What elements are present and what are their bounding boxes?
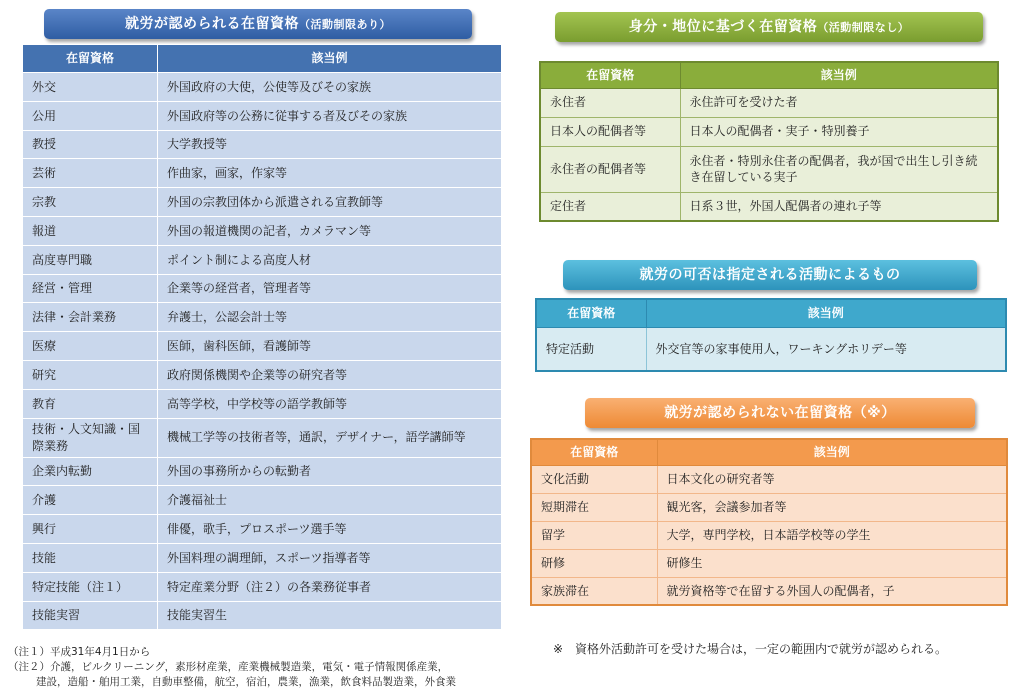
table-header-row [536, 299, 1006, 327]
status-cell: 研修 [531, 549, 657, 577]
non-working-status-table [530, 438, 1008, 606]
green-banner-title: 身分・地位に基づく在留資格 [628, 19, 818, 35]
table-row [23, 389, 502, 418]
example-cell: 外国政府等の公務に従事する者及びその家族 [158, 101, 502, 130]
example-cell: 技能実習生 [158, 601, 502, 630]
table-row [540, 146, 998, 192]
table-row [531, 577, 1007, 605]
example-cell: 作曲家，画家，作家等 [158, 159, 502, 188]
designated-activity-table [535, 298, 1007, 372]
example-cell: 外国の事務所からの転勤者 [158, 457, 502, 486]
example-cell: 永住者・特別永住者の配偶者，我が国で出生し引き続き在留している実子 [680, 146, 998, 192]
green-banner-note: （活動制限なし） [817, 21, 910, 34]
status-cell: 技能実習 [23, 601, 158, 630]
table-row [23, 418, 502, 457]
example-cell: 就労資格等で在留する外国人の配偶者，子 [657, 577, 1007, 605]
example-cell: 研修生 [657, 549, 1007, 577]
status-cell: 永住者の配偶者等 [540, 146, 680, 192]
header-status: 在留資格 [531, 439, 657, 465]
table-row [23, 601, 502, 630]
table-row [540, 192, 998, 221]
header-example: 該当例 [158, 45, 502, 73]
example-cell: 外国の報道機関の記者，カメラマン等 [158, 216, 502, 245]
table-row [536, 327, 1006, 371]
status-based-table [539, 61, 999, 222]
working-status-table [22, 44, 502, 630]
table-header-row [531, 439, 1007, 465]
table-row [23, 216, 502, 245]
header-example: 該当例 [680, 62, 998, 88]
example-cell: 日系３世，外国人配偶者の連れ子等 [680, 192, 998, 221]
left-banner-note: （活動制限あり） [299, 18, 391, 31]
orange-banner [585, 398, 975, 428]
table-row [23, 572, 502, 601]
table-row [540, 88, 998, 117]
status-cell: 教育 [23, 389, 158, 418]
status-cell: 外交 [23, 73, 158, 102]
status-cell: 経営・管理 [23, 274, 158, 303]
status-cell: 企業内転勤 [23, 457, 158, 486]
example-cell: 外国料理の調理師，スポーツ指導者等 [158, 543, 502, 572]
table-row [23, 274, 502, 303]
footnote: ※ 資格外活動許可を受けた場合は，一定の範囲内で就労が認められる。 [553, 642, 948, 656]
table-row [23, 486, 502, 515]
note-1: （注１）平成31年4月1日から [8, 646, 151, 658]
status-cell: 短期滞在 [531, 493, 657, 521]
example-cell: 政府関係機関や企業等の研究者等 [158, 360, 502, 389]
status-cell: 芸術 [23, 159, 158, 188]
header-status: 在留資格 [540, 62, 680, 88]
example-cell: 外国の宗教団体から派遣される宣教師等 [158, 188, 502, 217]
header-status: 在留資格 [23, 45, 158, 73]
table-row [531, 493, 1007, 521]
status-cell: 技能 [23, 543, 158, 572]
table-header-row [540, 62, 998, 88]
table-row [23, 130, 502, 159]
status-cell: 特定活動 [536, 327, 646, 371]
status-cell: 教授 [23, 130, 158, 159]
example-cell: 観光客，会議参加者等 [657, 493, 1007, 521]
table-row [23, 303, 502, 332]
status-cell: 公用 [23, 101, 158, 130]
status-cell: 技術・人文知識・国際業務 [23, 418, 158, 457]
example-cell: 高等学校，中学校等の語学教師等 [158, 389, 502, 418]
status-cell: 日本人の配偶者等 [540, 117, 680, 146]
example-cell: 企業等の経営者，管理者等 [158, 274, 502, 303]
status-cell: 報道 [23, 216, 158, 245]
example-cell: 弁護士，公認会計士等 [158, 303, 502, 332]
header-example: 該当例 [646, 299, 1006, 327]
left-banner [44, 9, 472, 39]
status-cell: 高度専門職 [23, 245, 158, 274]
table-header-row [23, 45, 502, 73]
status-cell: 定住者 [540, 192, 680, 221]
example-cell: 介護福祉士 [158, 486, 502, 515]
status-cell: 永住者 [540, 88, 680, 117]
example-cell: 医師，歯科医師，看護師等 [158, 332, 502, 361]
table-row [23, 360, 502, 389]
status-cell: 文化活動 [531, 465, 657, 493]
example-cell: 日本人の配偶者・実子・特別養子 [680, 117, 998, 146]
status-cell: 家族滞在 [531, 577, 657, 605]
table-row [23, 515, 502, 544]
status-cell: 興行 [23, 515, 158, 544]
notes [8, 645, 456, 690]
table-row [540, 117, 998, 146]
table-row [23, 457, 502, 486]
example-cell: 日本文化の研究者等 [657, 465, 1007, 493]
example-cell: 俳優，歌手，プロスポーツ選手等 [158, 515, 502, 544]
table-row [531, 549, 1007, 577]
table-row [23, 73, 502, 102]
status-cell: 宗教 [23, 188, 158, 217]
status-cell: 留学 [531, 521, 657, 549]
status-cell: 介護 [23, 486, 158, 515]
status-cell: 研究 [23, 360, 158, 389]
example-cell: 永住許可を受けた者 [680, 88, 998, 117]
table-row [23, 159, 502, 188]
blue-banner-title: 就労の可否は指定される活動によるもの [639, 267, 901, 283]
example-cell: 大学，専門学校，日本語学校等の学生 [657, 521, 1007, 549]
left-banner-title: 就労が認められる在留資格 [125, 16, 299, 32]
header-example: 該当例 [657, 439, 1007, 465]
table-row [23, 188, 502, 217]
status-cell: 法律・会計業務 [23, 303, 158, 332]
status-cell: 特定技能（注１） [23, 572, 158, 601]
example-cell: 外国政府の大使，公使等及びその家族 [158, 73, 502, 102]
table-row [23, 245, 502, 274]
example-cell: 機械工学等の技術者等，通訳，デザイナー，語学講師等 [158, 418, 502, 457]
note-2-line-1: （注２）介護，ビルクリーニング，素形材産業，産業機械製造業，電気・電子情報関係産業， [8, 661, 449, 673]
blue-banner [563, 260, 977, 290]
table-row [531, 465, 1007, 493]
table-row [23, 101, 502, 130]
example-cell: 大学教授等 [158, 130, 502, 159]
header-status: 在留資格 [536, 299, 646, 327]
table-row [531, 521, 1007, 549]
orange-banner-title: 就労が認められない在留資格（※） [664, 405, 896, 421]
example-cell: ポイント制による高度人材 [158, 245, 502, 274]
example-cell: 特定産業分野（注２）の各業務従事者 [158, 572, 502, 601]
example-cell: 外交官等の家事使用人，ワーキングホリデー等 [646, 327, 1006, 371]
note-2-line-2: 建設，造船・舶用工業，自動車整備，航空，宿泊，農業，漁業，飲食料品製造業，外食業 [36, 676, 456, 688]
green-banner [555, 12, 983, 42]
status-cell: 医療 [23, 332, 158, 361]
table-row [23, 332, 502, 361]
table-row [23, 543, 502, 572]
